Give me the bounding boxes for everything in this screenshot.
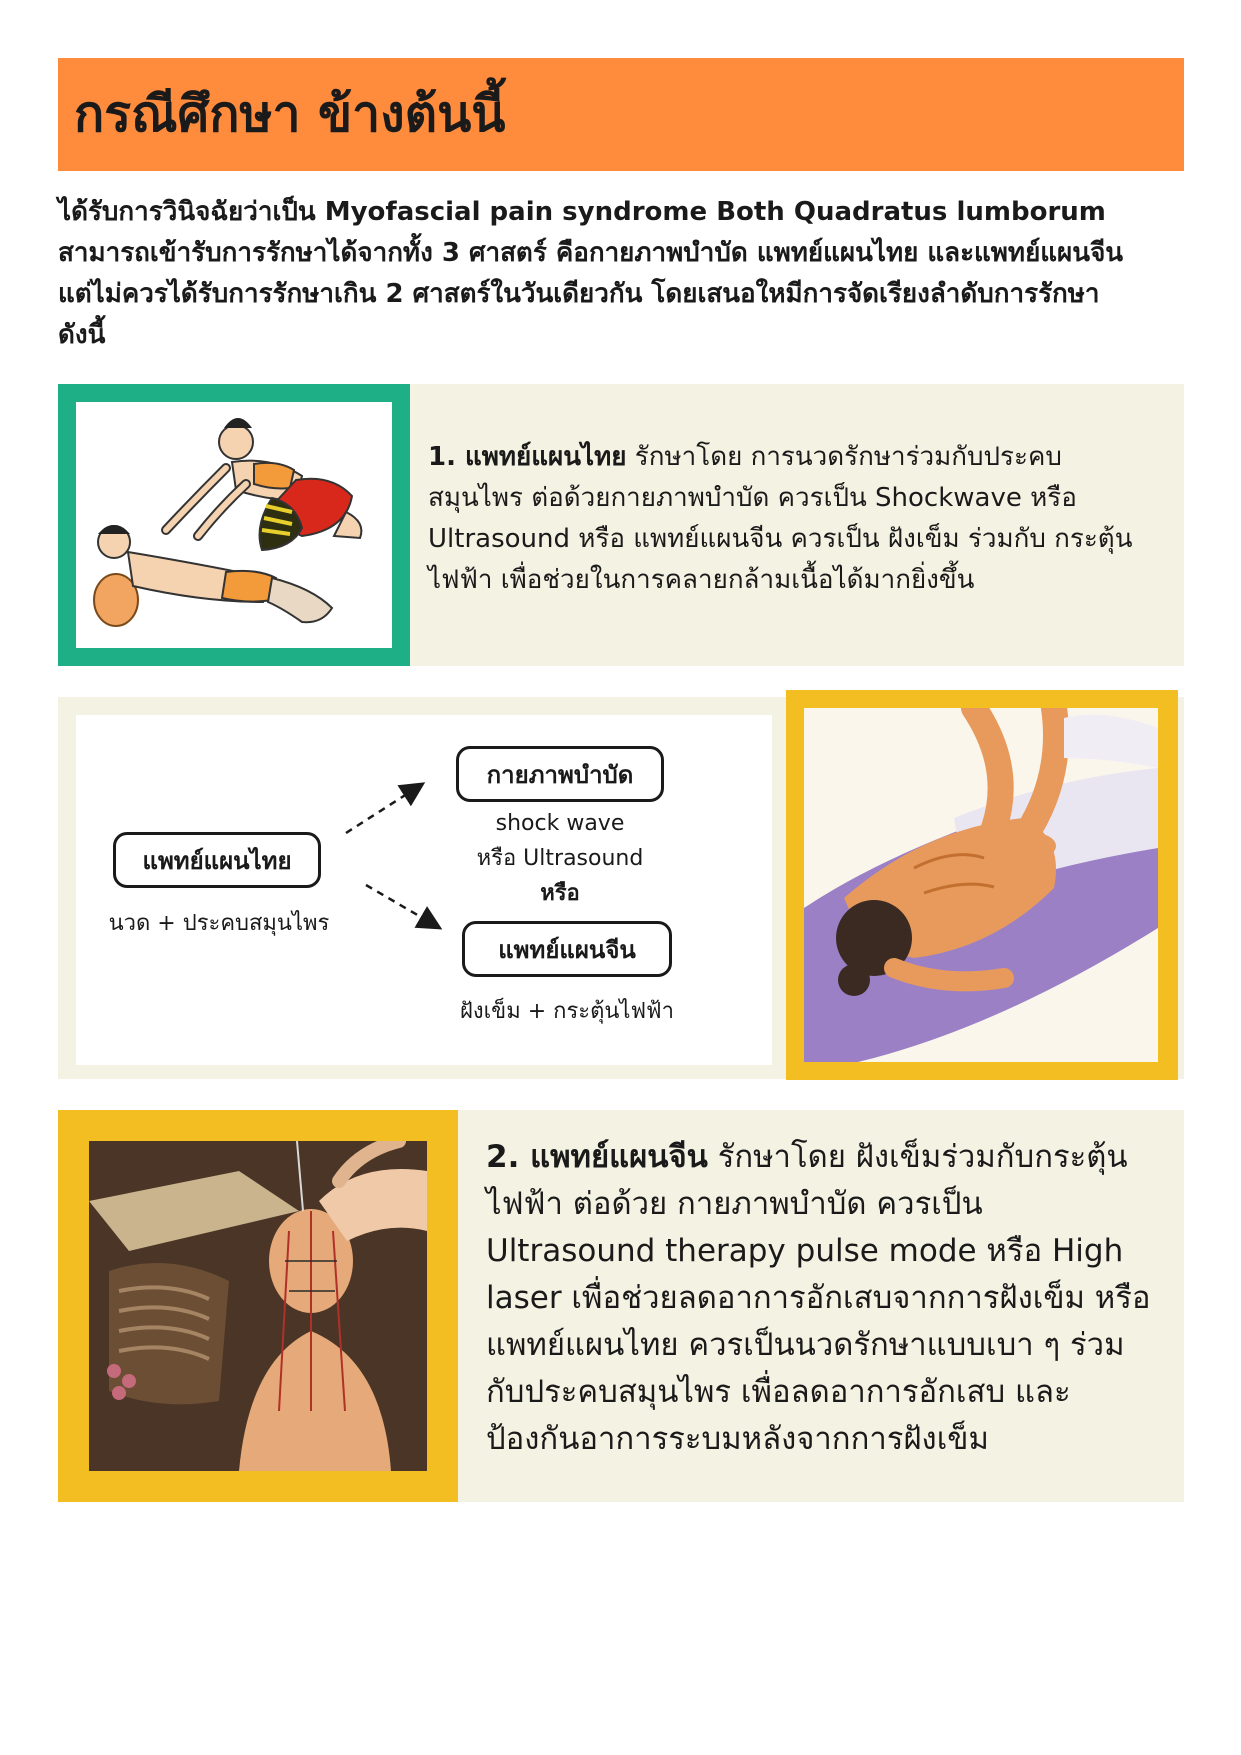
intro-line: สามารถเข้ารับการรักษาได้จากทั้ง 3 ศาสตร์ คือกายภาพบำบัด แพทย์แผนไทย และแพทย์แผนจีน xyxy=(58,238,1124,268)
node-thai-medicine: แพทย์แผนไทย xyxy=(113,832,321,888)
section2-line: แพทย์แผนไทย ควรเป็นนวดรักษาแบบเบา ๆ ร่วม xyxy=(486,1327,1125,1363)
thai-massage-image xyxy=(76,402,392,648)
section2-line: ป้องกันอาการระบมหลังจากการฝังเข็ม xyxy=(486,1421,989,1457)
section1-line: ไฟฟ้า เพื่อช่วยในการคลายกล้ามเนื้อได้มากยิ่งขึ้น xyxy=(428,565,975,595)
section2-line: Ultrasound therapy pulse mode หรือ High xyxy=(486,1233,1124,1269)
back-massage-image xyxy=(804,708,1158,1062)
section1-text xyxy=(428,437,1168,601)
intro-line: ดังนี้ xyxy=(58,320,106,350)
thai-massage-illustration xyxy=(76,402,392,648)
acupuncture-image xyxy=(89,1141,427,1471)
or-label: หรือ xyxy=(540,881,580,906)
section2-text xyxy=(486,1134,1176,1463)
section2-line: รักษาโดย ฝังเข็มร่วมกับกระตุ้น xyxy=(707,1139,1128,1175)
section1-line: Ultrasound หรือ แพทย์แผนจีน ควรเป็น ฝังเข็ม ร่วมกับ กระตุ้น xyxy=(428,524,1133,554)
acupuncture-model-photo xyxy=(89,1141,427,1471)
section2-heading: 2. แพทย์แผนจีน xyxy=(486,1139,708,1175)
section1-line: รักษาโดย การนวดรักษาร่วมกับประคบ xyxy=(626,442,1062,472)
intro-line: แต่ไม่ควรได้รับการรักษาเกิน 2 ศาสตร์ในวันเดียวกัน โดยเสนอใหมีการจัดเรียงลำดับการรักษา xyxy=(58,279,1100,309)
section2-line: ไฟฟ้า ต่อด้วย กายภาพบำบัด ควรเป็น xyxy=(486,1186,983,1222)
back-massage-watercolor xyxy=(804,708,1158,1062)
arrow-to-physiotherapy xyxy=(346,785,421,833)
caption-shockwave: shock wave xyxy=(495,811,625,836)
page-title: กรณีศึกษา ข้างต้นนี้ xyxy=(74,85,506,143)
thai-massage-frame xyxy=(58,384,410,666)
intro-paragraph xyxy=(58,192,1188,356)
back-massage-frame xyxy=(786,690,1178,1080)
treatment-flow-diagram xyxy=(76,715,772,1065)
intro-line: ได้รับการวินิจฉัยว่าเป็น Myofascial pain syndrome Both Quadratus lumborum xyxy=(58,197,1106,227)
section1-line: สมุนไพร ต่อด้วยกายภาพบำบัด ควรเป็น Shockwave หรือ xyxy=(428,483,1077,513)
caption-acupuncture: ฝังเข็ม + กระตุ้นไฟฟ้า xyxy=(460,999,674,1024)
node-physiotherapy: กายภาพบำบัด xyxy=(456,746,664,802)
acupuncture-frame xyxy=(58,1110,458,1502)
node-chinese-medicine: แพทย์แผนจีน xyxy=(462,921,672,977)
caption-ultrasound: หรือ Ultrasound xyxy=(476,846,644,871)
section2-line: กับประคบสมุนไพร เพื่อลดอาการอักเสบ และ xyxy=(486,1374,1071,1410)
section1-heading: 1. แพทย์แผนไทย xyxy=(428,442,627,472)
title-banner xyxy=(58,58,1184,171)
section2-line: laser เพื่อช่วยลดอาการอักเสบจากการฝังเข็ม หรือ xyxy=(486,1280,1151,1316)
caption-massage-herbal: นวด + ประคบสมุนไพร xyxy=(108,911,330,936)
